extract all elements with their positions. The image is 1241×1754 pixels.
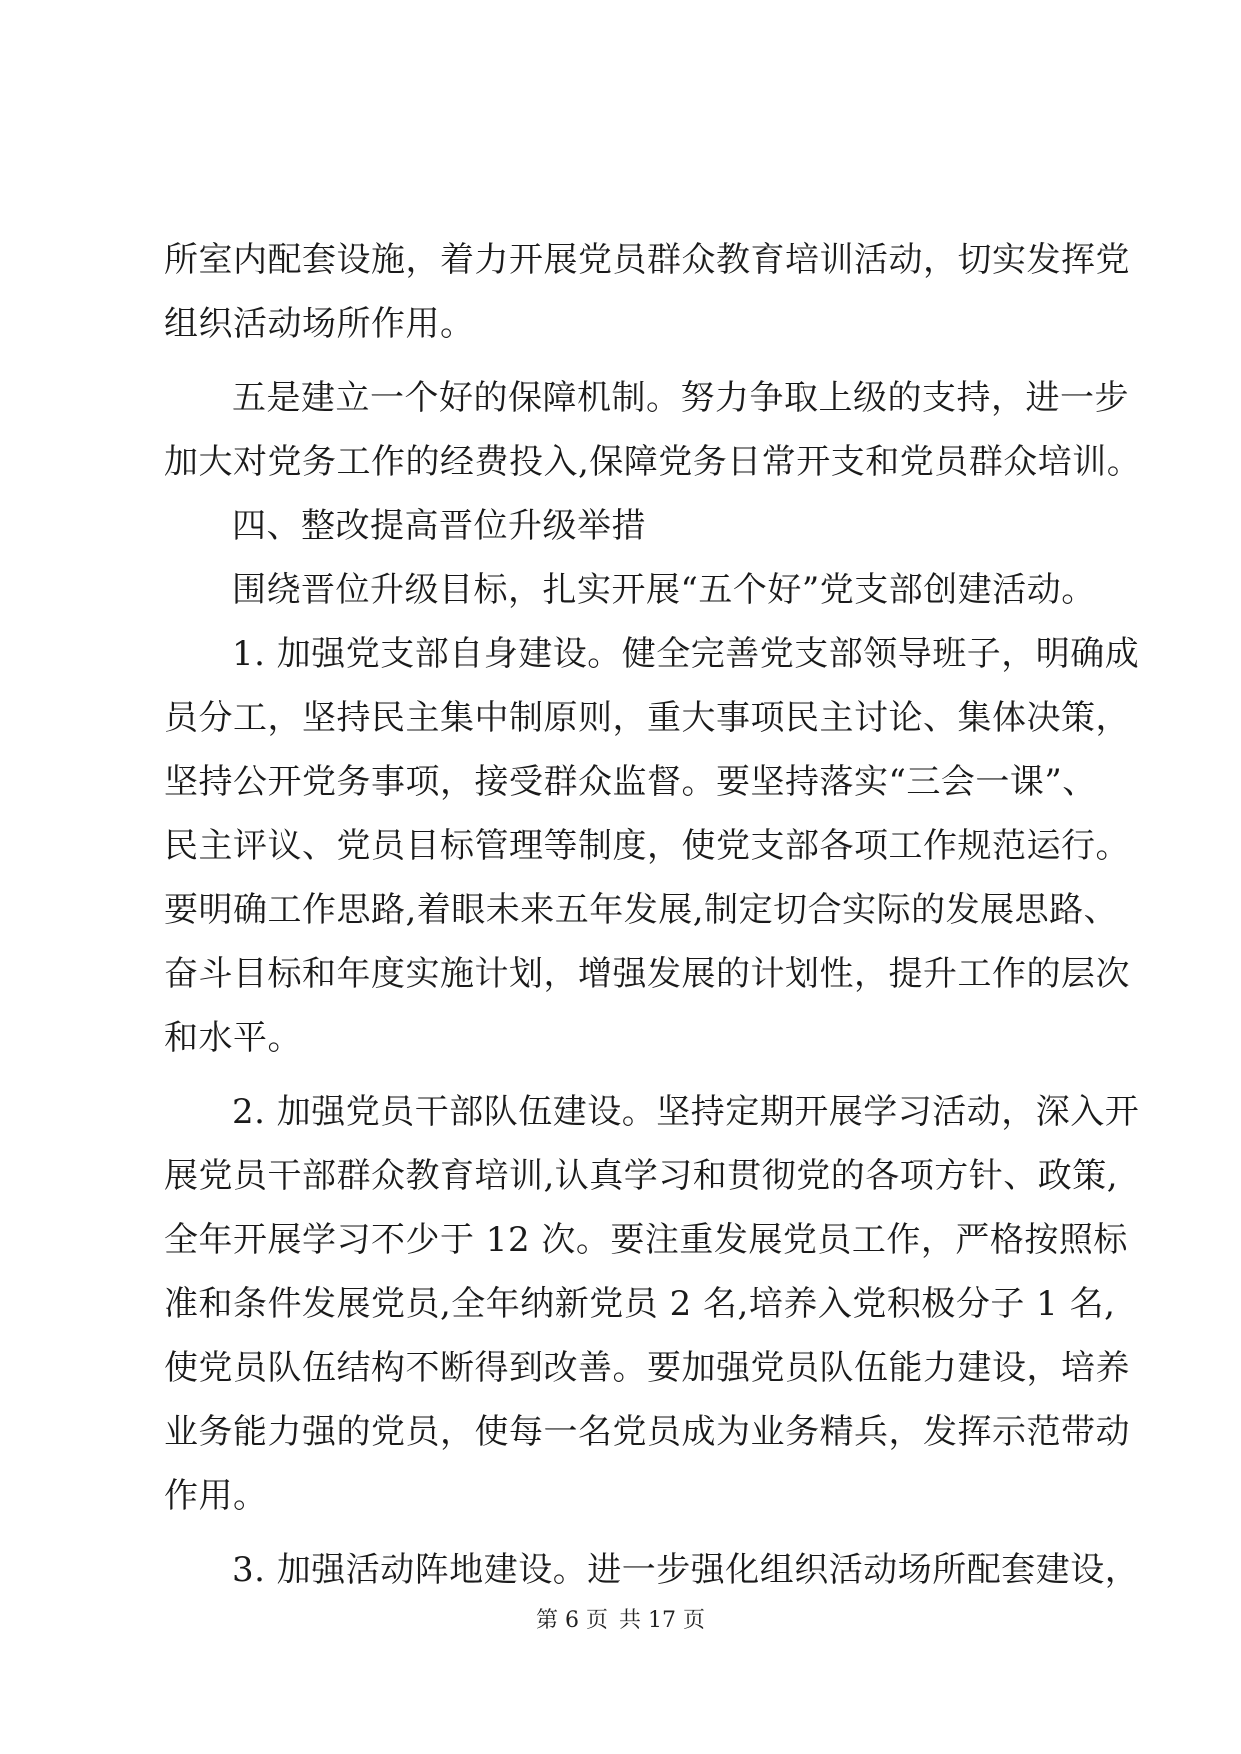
text-line: 要明确工作思路,着眼未来五年发展,制定切合实际的发展思路、 (164, 890, 1119, 930)
section-heading: 四、整改提高晋位升级举措 (232, 506, 646, 546)
text-line: 全年开展学习不少于 12 次。要注重发展党员工作，严格按照标 (164, 1220, 1128, 1260)
text-line: 员分工，坚持民主集中制原则，重大事项民主讨论、集体决策， (164, 698, 1130, 738)
document-body (164, 228, 1142, 1602)
text-line: 围绕晋位升级目标，扎实开展“五个好”党支部创建活动。 (232, 570, 1096, 610)
text-line: 作用。 (164, 1476, 268, 1516)
text-line: 所室内配套设施，着力开展党员群众教育培训活动，切实发挥党 (164, 240, 1130, 280)
text-line: 组织活动场所作用。 (164, 304, 475, 344)
page-number: 第 6 页 (536, 1608, 608, 1633)
text-line: 准和条件发展党员,全年纳新党员 2 名,培养入党积极分子 1 名, (164, 1284, 1116, 1324)
text-line: 1. 加强党支部自身建设。健全完善党支部领导班子，明确成 (232, 634, 1140, 674)
text-line: 业务能力强的党员，使每一名党员成为业务精兵，发挥示范带动 (164, 1412, 1130, 1452)
page-total: 共 17 页 (619, 1608, 705, 1633)
text-line: 3. 加强活动阵地建设。进一步强化组织活动场所配套建设， (232, 1550, 1140, 1590)
text-line: 奋斗目标和年度实施计划，增强发展的计划性，提升工作的层次 (164, 954, 1130, 994)
text-line: 使党员队伍结构不断得到改善。要加强党员队伍能力建设，培养 (164, 1348, 1130, 1388)
text-line: 民主评议、党员目标管理等制度，使党支部各项工作规范运行。 (164, 826, 1130, 866)
text-line: 五是建立一个好的保障机制。努力争取上级的支持，进一步 (232, 378, 1129, 418)
text-line: 加大对党务工作的经费投入,保障党务日常开支和党员群众培训。 (164, 442, 1142, 482)
text-line: 坚持公开党务事项，接受群众监督。要坚持落实“三会一课”、 (164, 762, 1097, 802)
text-line: 2. 加强党员干部队伍建设。坚持定期开展学习活动，深入开 (232, 1092, 1140, 1132)
text-line: 和水平。 (164, 1018, 302, 1058)
text-line: 展党员干部群众教育培训,认真学习和贯彻党的各项方针、政策, (164, 1156, 1119, 1196)
page-footer (0, 1606, 1241, 1636)
